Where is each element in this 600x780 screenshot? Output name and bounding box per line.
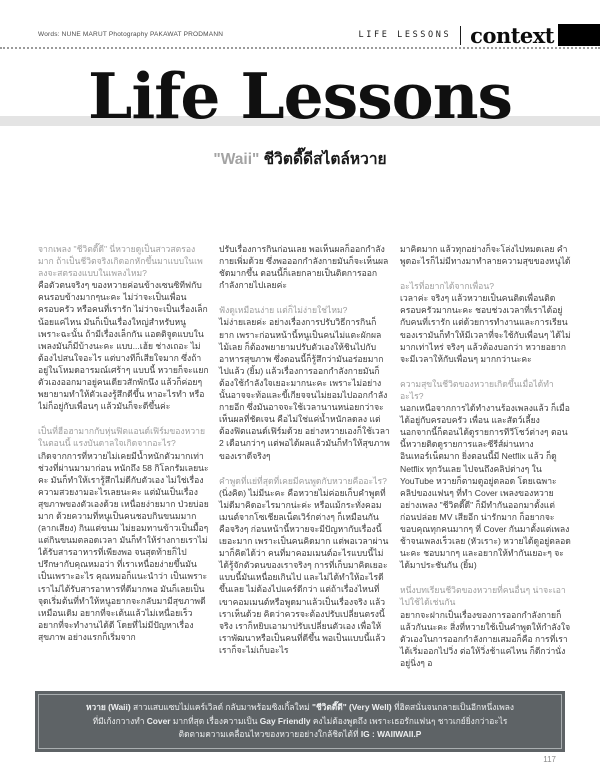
subtitle (0, 146, 600, 171)
answer-paragraph: คือตัวตนจริงๆ ของหวายค่อนข้างเซนซิทีฟกับคนรอบข้างมากๆนะคะ ไม่ว่าจะเป็นเพื่อน ครอบครัว หรือคนที่เรารัก ไม่ว่าจะเป็นเรื่องเล็กน้อยแค่ไหน มันก็เป็นเรื่องใหญ่สำหรับหนู เพราะฉะนั้น ถ้ามีเรื่องเล็กกัน แอดติจูดแบบในเพลงมันก็มีบ้างนะคะ แบบ...เฮ้ย ช่างเถอะ ไม่ต้องไปสนใจอะไร แต่บางทีก็เสียใจมาก ซึ่งถ้าอยู่ในโหมดอารมณ์เศร้าๆ แบบนี้ หวายก็จะแยกตัวเองออกมาอยู่คนเดียวสักพักนึง แล้วก็ค่อยๆ พยายามทำให้ตัวเองรู้สึกดีขึ้น หาอะไรทำ หรือไม่ก็อยู่กับเพื่อนๆ แล้วมันก็จะดีขึ้นค่ะ (38, 280, 209, 412)
question-paragraph: จากเพลง "ชีวิตดี๊ดี" นี่หวายดูเป็นสาวสตรองมาก ถ้าเป็นชีวิตจริงเกิดอกหักขึ้นมาแบบในเพลงจะสตรองแบบในเพลงไหม? (38, 244, 203, 279)
answer-paragraph: เวลาค่ะ จริงๆ แล้วหวายเป็นคนติดเพื่อนติดครอบครัวมากนะคะ ชอบช่วงเวลาที่เราได้อยู่กับคนที่เรารัก แต่ด้วยการทำงานและการเรียนของเรามันก็ทำให้มีเวลาที่จะใช้กับเพื่อนๆ ได้ไม่มากเท่าไหร่ จริงๆ แล้วต้องบอกว่า หวายอยากจะมีเวลาให้กับเพื่อนๆ มากกว่านะคะ (400, 293, 571, 364)
answer-paragraph: นอกเหนือจากการได้ทำงานร้องเพลงแล้ว ก็เมื่อได้อยู่กับครอบครัว เพื่อน และสัตว์เลี้ยง นอกจากนี้ก็ตอนได้ดูรายการทีวีโชว์ต่างๆ ตอนนี้หวายติดดูรายการและซีรีส์ผ่านทางอินเทอร์เน็ตมาก ยิ่งตอนนี้มี Netflix แล้ว ก็ดู Netflix ทุกวันเลย ไปจนถึงคลิปต่างๆ ใน YouTube หวายก็ตามดูอยู่ตลอด โดยเฉพาะคลิปของแฟนๆ ที่ทำ Cover เพลงของหวาย อย่างเพลง "ชีวิตดี๊ดี" ก็มีทำกันออกมาตั้งแต่ก่อนปล่อย MV เสียอีก น่ารักมาก ก็อยากจะขอบคุณทุกคนมากๆ ที่ Cover กันมาตั้งแต่เพลงช้าจนเพลงเร็วเลย (หัวเราะ) หวายได้ดูอยู่ตลอดนะคะ ชอบมากๆ และอยากให้ทำกันเยอะๆ จะได้มาประชันกัน (ยิ้ม) (400, 403, 571, 571)
dotted-rule (0, 47, 600, 49)
header-divider (460, 26, 461, 45)
page-number: 117 (543, 755, 556, 764)
question-paragraph: ฟังดูเหมือนง่าย แต่ก็ไม่ง่ายใช่ไหม? (219, 305, 348, 316)
question-paragraph: คำพูดที่แย่ที่สุดที่เคยมีคนพูดกับหวายคืออะไร? (219, 475, 387, 486)
answer-paragraph: มาคิดมาก แล้วทุกอย่างก็จะโล่งไปหมดเลย คำพูดอะไรก็ไม่มีทางมาทำลายความสุขของหนูได้ (400, 244, 571, 267)
answer-paragraph: (นิ่งคิด) ไม่มีนะคะ คือหวายไม่ค่อยเก็บคำพูดที่ไม่ดีมาคิดอะไรมากน่ะค่ะ หรือแม้กระทั่งคอมเมนต์จากโซเชียลเน็ตเวิร์กต่างๆ ก็เหมือนกัน คือจริงๆ ก่อนหน้านี้หวายจะมีปัญหากับเรื่องนี้เยอะมาก เพราะเป็นคนคิดมาก แต่พอเวลาผ่านมาก็คิดได้ว่า คนที่มาคอมเมนต์อะไรแบบนี้ไม่ได้รู้จักตัวตนของเราจริงๆ การที่เก็บมาคิดเยอะแบบนี้มันเหนื่อยเกินไป และไม่ได้ทำให้อะไรดีขึ้นเลย ไม่ต้องไปแคร์ดีกว่า แต่ถ้าเรื่องไหนที่เขาคอมเมนต์หรือพูดมาแล้วเป็นเรื่องจริง แล้วเราเห็นด้วย คิดว่าควรจะต้องปรับเปลี่ยนตรงนี้จริง เราก็หยิบเอามาปรับเปลี่ยนตัวเอง เพื่อให้เราพัฒนาหรือเป็นคนที่ดีขึ้น พอเป็นแบบนี้แล้ว เราก็จะไม่เก็บอะไร (219, 487, 389, 655)
question-paragraph: ความสุขในชีวิตของหวายเกิดขึ้นเมื่อได้ทำอะไร? (400, 378, 554, 401)
footer-text-line: ที่มีเก้งกวางทำ Cover มากที่สุด เรื่องความเป็น Gay Friendly คงไม่ต้องพูดถึง เพราะเธอรักแฟนๆ ชาวเกย์ยิ่งกว่าอะไร (92, 715, 508, 726)
answer-paragraph: เกิดจากการที่หวายไม่เคยมีน้ำหนักตัวมากเท่าช่วงที่ผ่านมามาก่อน หนักถึง 58 กิโลกรัมเลยนะคะ มันก็ทำให้เรารู้สึกไม่ดีกับตัวเอง ไม่ใช่เรื่องความสวยงามอะไรเลยนะคะ แต่มันเป็นเรื่องสุขภาพของตัวเองด้วย เหนื่อยง่ายมาก ป่วยบ่อยมาก ด้วยความที่หนูเป็นคนชอบกินขนมมาก (ลากเสียง) กินแต่ขนม ไม่ยอมทานข้าวเป็นมื้อๆ แต่กินขนมตลอดเวลา มันก็ทำให้ร่างกายเราไม่ได้รับสารอาหารที่เพียงพอ จนสุดท้ายก็ไปปรึกษากับคุณหมอว่า ที่เราเหนื่อยง่ายขึ้นมันเป็นเพราะอะไร คุณหมอก็แนะนำว่า เป็นเพราะเราไม่ได้รับสารอาหารที่ดีมากพอ มันก็เลยเป็นจุดเริ่มต้นที่ทำให้หนูอยากจะกลับมามีสุขภาพดีเหมือนเดิม อยากที่จะเต้นแล้วไม่เหนื่อยเร็ว อยากที่จะทำงานได้ดี โดยที่ไม่มีปัญหาเรื่องสุขภาพ อย่างแรกก็เริ่มจาก (38, 450, 209, 642)
answer-paragraph: อยากจะฝากเป็นเรื่องของการออกกำลังกายก็แล้วกันนะคะ สิ่งที่หวายใช้เป็นคำพูดให้กำลังใจตัวเองในการออกกำลังกายเสมอก็คือ การที่เราได้เริ่มออกไปวิ่ง ต่อให้วิ่งช้าแค่ไหน ก็ดีกว่านั่งอยู่นิ่งๆ อ (400, 609, 571, 668)
footer-box (35, 691, 565, 752)
page-title: Life Lessons (88, 59, 512, 133)
footer-text-line: ติดตามความเคลื่อนไหวของหวายอย่างใกล้ชิดได้ที่ IG : WAIIWAII.P (178, 729, 422, 740)
masthead (359, 24, 554, 46)
section-label: LIFE LESSONS (358, 30, 452, 40)
credits-line: Words: NUNE MARUT Photography PAKAWAT PRODMANN (38, 31, 224, 38)
answer-paragraph: ปรับเรื่องการกินก่อนเลย พอเห็นผลก็ออกกำลังกายเพิ่มด้วย ซึ่งพอออกกำลังกายมันก็จะเห็นผลชัดมากขึ้น ตอนนี้ก็เลยกลายเป็นติดการออกกำลังกายไปเลยค่ะ (219, 244, 389, 291)
article-column (219, 243, 390, 687)
subtitle-tagline: ชีวิตดี๊ดีสไตล์หวาย (259, 151, 387, 168)
article-column (38, 243, 209, 687)
artist-name: "Waii" (213, 151, 260, 168)
magazine-logo: context (470, 22, 554, 48)
question-paragraph: อะไรที่อยากได้จากเพื่อน? (400, 281, 494, 292)
article-column (400, 243, 571, 687)
article-columns (38, 243, 572, 687)
question-paragraph: เป็นที่ฮือฮามากกับหุ่นฟิตแอนด์เฟิร์มของหวายในตอนนี้ แรงบันดาลใจเกิดจากอะไร? (38, 426, 206, 449)
footer-text-line: หวาย (Waii) สาวแสบแซบไม่แคร์เวิลด์ กลับมาพร้อมซิงเกิ้ลใหม่ "ชีวิตดี๊ดี" (Very Well) ที่ฮิตสนั่นจนกลายเป็นอีกหนึ่งเพลง (85, 702, 515, 713)
corner-block (558, 24, 600, 46)
footer-box-inner (38, 694, 562, 749)
answer-paragraph: ไม่ง่ายเลยค่ะ อย่างเรื่องการปรับวิธีการกินก็ยาก เพราะก่อนหน้านี้หนูเป็นคนไม่แตะผักผลไม้เลย ก็ต้องพยายามปรับตัวเองให้ชินไปกับอาหารสุขภาพ ซึ่งตอนนี้ก็รู้สึกว่ามันอร่อยมากไปแล้ว (ยิ้ม) แล้วเรื่องการออกกำลังกายมันก็ต้องใช้กำลังใจเยอะมากนะคะ เพราะไม่อย่างนั้นอาจจะท้อและขี้เกียจจนไม่ยอมไปออกกำลังกายอีก ซึ่งมันอาจจะใช้เวลานานหน่อยกว่าจะเห็นผลที่ชัดเจน คือไม่ใช่แค่น้ำหนักลดลง แต่ต้องฟิตแอนด์เฟิร์มด้วย อย่างหวายเองก็ใช้เวลา 2 เดือนกว่าๆ แต่พอได้ผลแล้วมันก็ทำให้สุขภาพของเราดีจริงๆ (219, 317, 390, 461)
question-paragraph: หนึ่งบทเรียนชีวิตของหวายที่คนอื่นๆ น่าจะเอาไปใช้ได้เช่นกัน (400, 585, 566, 608)
